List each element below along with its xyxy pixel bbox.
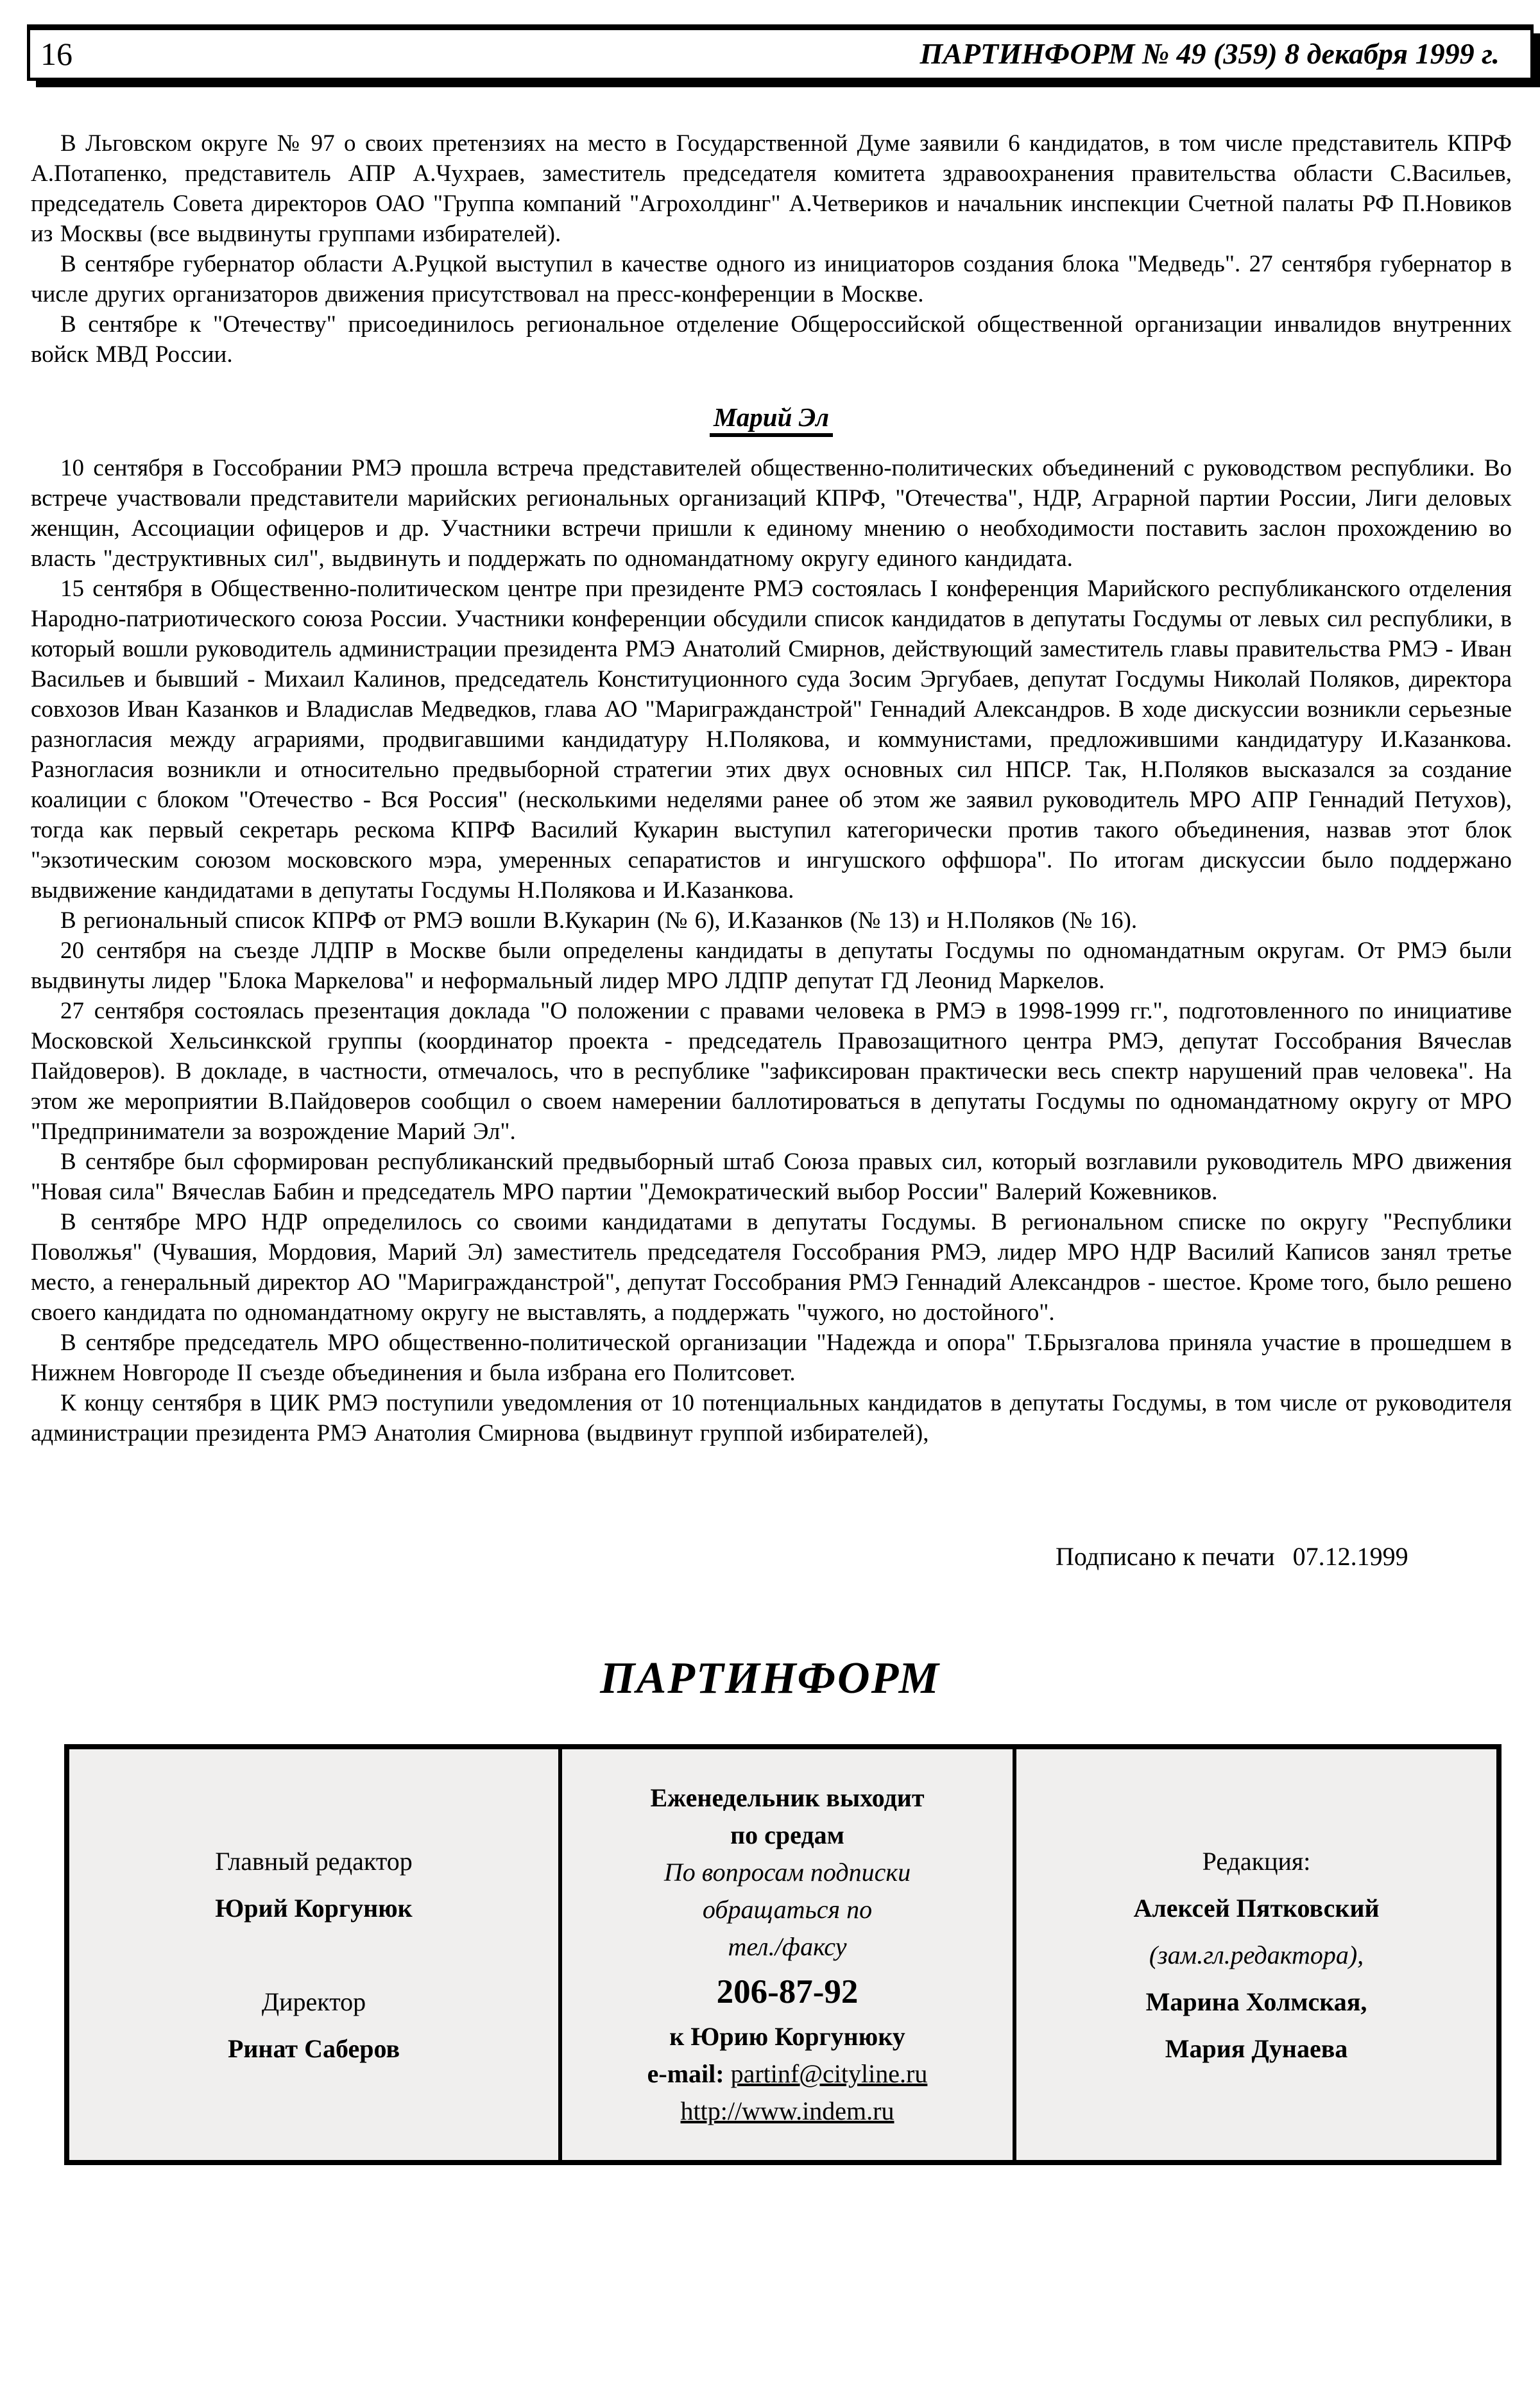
body-paragraph: 20 сентября на съезде ЛДПР в Москве были определены кандидаты в депутаты Госдумы по одномандатным округам. От РМЭ были выдвинуты лидер "Блока Маркелова" и неформальный лидер МРО ЛДПР депутат ГД Леонид Маркелов. bbox=[31, 938, 1512, 994]
imprint-line: Ринат Саберов bbox=[227, 2034, 400, 2063]
imprint-line: 206-87-92 bbox=[716, 1973, 859, 2010]
imprint-line: Главный редактор bbox=[215, 1846, 413, 1876]
imprint-line: тел./факсу bbox=[728, 1932, 847, 1961]
imprint-line: Юрий Коргунюк bbox=[215, 1893, 413, 1923]
issue-title: ПАРТИНФОРМ № 49 (359) 8 декабря 1999 г. bbox=[920, 37, 1500, 70]
body-paragraph: В Льговском округе № 97 о своих претензиях на место в Государственной Думе заявили 6 кандидатов, в том числе представитель КПРФ А.Потапенко, представитель АПР А.Чухраев, заместитель председателя комитета здравоохранения правительства области С.Васильев, председатель Совета директоров ОАО "Группа компаний "Агрохолдинг" А.Четвериков и начальник инспекции Счетной палаты РФ П.Новиков из Москвы (все выдвинуты группами избирателей). bbox=[31, 130, 1512, 247]
body-paragraph: В региональный список КПРФ от РМЭ вошли В.Кукарин (№ 6), И.Казанков (№ 13) и Н.Поляков (№ 16). bbox=[60, 907, 1138, 934]
body-paragraph: 15 сентября в Общественно-политическом центре при президенте РМЭ состоялась I конференция Марийского республиканского отделения Народно-патриотического союза России. Участники конференции обсудили список кандидатов в депутаты Госдумы от левых сил республики, в который вошли руководитель администрации президента РМЭ Анатолий Смирнов, действующий заместитель главы правительства РМЭ - Иван Васильев и бывший - Михаил Калинов, председатель Конституционного суда Зосим Эргубаев, депутат Госдумы Николай Поляков, директора совхозов Иван Казанков и Владислав Медведков, глава АО "Маригражданстрой" Геннадий Александров. В ходе дискуссии возникли серьезные разногласия между аграриями, продвигавшими кандидатуру Н.Полякова, и коммунистами, предложившими кандидатуру И.Казанкова. Разногласия возникли и относительно предвыборной стратегии этих двух основных сил НПСР. Так, Н.Поляков высказался за создание коалиции с блоком "Отечество - Вся Россия" (несколькими неделями ранее об этом же заявил руководитель МРО АПР Геннадий Петухов), тогда как первый секретарь рескома КПРФ Василий Кукарин выступил категорически против такого объединения, назвав этот блок "экзотическим союзом московского мэра, умеренных сепаратистов и ингушского оффшора". По итогам дискуссии было поддержано выдвижение кандидатами в депутаты Госдумы Н.Полякова и И.Казанкова. bbox=[31, 576, 1512, 904]
signed-to-print-label: Подписано к печати bbox=[1056, 1542, 1275, 1571]
imprint-line: к Юрию Коргунюку bbox=[669, 2022, 905, 2051]
imprint-line: (зам.гл.редактора), bbox=[1149, 1940, 1364, 1969]
section-heading-text: Марий Эл bbox=[710, 402, 833, 437]
section-heading bbox=[31, 402, 1512, 433]
body-paragraph: В сентябре губернатор области А.Руцкой выступил в качестве одного из инициаторов создания блока "Медведь". 27 сентября губернатор в числе других организаторов движения присутствовал на пресс-конференции в Москве. bbox=[31, 251, 1512, 307]
imprint-line: Марина Холмская, bbox=[1145, 1987, 1367, 2016]
email-link[interactable]: partinf@cityline.ru bbox=[730, 2059, 928, 2088]
body-paragraph: В сентябре МРО НДР определилось со своими кандидатами в депутаты Госдумы. В региональном списке по округу "Республики Поволжья" (Чувашия, Мордовия, Марий Эл) заместитель председателя Госсобрания РМЭ, лидер МРО НДР Василий Каписов занял третье место, а генеральный директор АО "Маригражданстрой", депутат Госсобрания РМЭ Геннадий Александров - шестое. Кроме того, было решено своего кандидата по одномандатному округу не выставлять, а поддержать "чужого, но достойного". bbox=[31, 1209, 1512, 1326]
page-header-bar bbox=[27, 24, 1534, 81]
body-paragraph: В сентябре председатель МРО общественно-политической организации "Надежда и опора" Т.Брызгалова приняла участие в прошедшем в Нижнем Новгороде II съезде объединения и была избрана его Политсовет. bbox=[31, 1330, 1512, 1386]
newsletter-title: ПАРТИНФОРМ bbox=[600, 1654, 940, 1703]
imprint-line: Мария Дунаева bbox=[1165, 2034, 1348, 2063]
body-paragraph: 27 сентября состоялась презентация доклада "О положении с правами человека в РМЭ в 1998-1999 гг.", подготовленного по инициативе Московской Хельсинкской группы (координатор проекта - председатель Правозащитного центра РМЭ, депутат Госсобрания Вячеслав Пайдоверов). В докладе, в частности, отмечалось, что в республике "зафиксирован практически весь спектр нарушений прав человека". На этом же мероприятии В.Пайдоверов сообщил о своем намерении баллотироваться в депутаты Госдумы по одномандатному округу от МРО "Предприниматели за возрождение Марий Эл". bbox=[31, 998, 1512, 1145]
website-link[interactable]: http://www.indem.ru bbox=[680, 2096, 894, 2125]
signed-to-print-line bbox=[1056, 1541, 1408, 1572]
imprint-line: По вопросам подписки bbox=[663, 1858, 911, 1887]
imprint-line: обращаться по bbox=[702, 1895, 873, 1924]
imprint-box bbox=[64, 1744, 1502, 2165]
body-paragraph: В сентябре к "Отечеству" присоединилось региональное отделение Общероссийской общественной организации инвалидов внутренних войск МВД России. bbox=[31, 311, 1512, 368]
article-body bbox=[31, 128, 1512, 1448]
email-label: e-mail: bbox=[647, 2059, 731, 2088]
imprint-line: Директор bbox=[261, 1987, 366, 2016]
body-paragraph: К концу сентября в ЦИК РМЭ поступили уведомления от 10 потенциальных кандидатов в депутаты Госдумы, в том числе от руководителя администрации президента РМЭ Анатолия Смирнова (выдвинут группой избирателей), bbox=[31, 1390, 1512, 1446]
imprint-line: Алексей Пятковский bbox=[1133, 1893, 1380, 1923]
body-paragraph: В сентябре был сформирован республиканский предвыборный штаб Союза правых сил, который возглавили руководитель МРО движения "Новая сила" Вячеслав Бабин и председатель МРО партии "Демократический выбор России" Валерий Кожевников. bbox=[31, 1149, 1512, 1205]
imprint-line: Редакция: bbox=[1202, 1846, 1311, 1876]
imprint-line bbox=[311, 1932, 317, 1978]
imprint-editors-cell bbox=[69, 1749, 558, 2160]
imprint-line-website bbox=[681, 2093, 894, 2130]
imprint-line-email bbox=[647, 2055, 928, 2093]
page-number: 16 bbox=[40, 36, 73, 72]
imprint-subscription-cell bbox=[558, 1749, 1016, 2160]
signed-to-print-date: 07.12.1999 bbox=[1292, 1542, 1408, 1571]
imprint-line: Еженедельник выходит bbox=[650, 1783, 925, 1812]
imprint-staff-cell bbox=[1016, 1749, 1496, 2160]
body-paragraph: 10 сентября в Госсобрании РМЭ прошла встреча представителей общественно-политических объединений с руководством республики. Во встрече участвовали представители марийских региональных организаций КПРФ, "Отечества", НДР, Аграрной партии России, Лиги деловых женщин, Ассоциации офицеров и др. Участники встречи пришли к единому мнению о необходимости поставить заслон прохождению во власть "деструктивных сил", выдвинуть и поддержать по одномандатному округу единого кандидата. bbox=[31, 455, 1512, 572]
imprint-line: по средам bbox=[730, 1821, 844, 1849]
